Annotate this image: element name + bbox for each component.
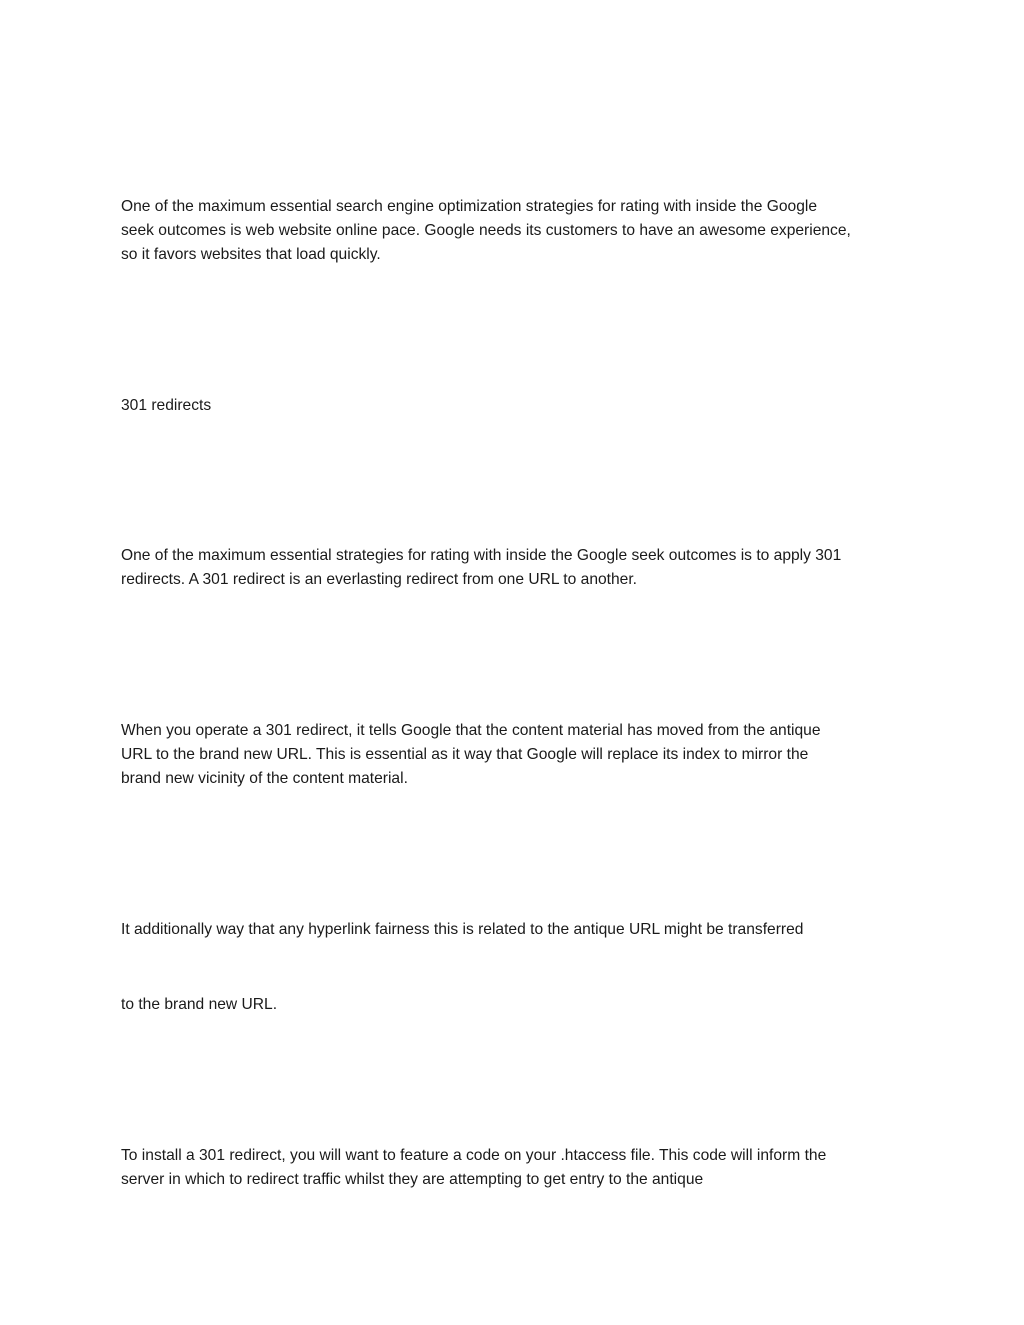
- text-line: seek outcomes is web website online pace. Google needs its customers to have an awesome experience,: [121, 222, 851, 239]
- text-line: One of the maximum essential search engine optimization strategies for rating with inside the Google: [121, 198, 818, 215]
- paragraph-link-equity: [121, 918, 911, 942]
- text-line: server in which to redirect traffic whilst they are attempting to get entry to the antique: [121, 1171, 704, 1188]
- text-line: so it favors websites that load quickly.: [121, 246, 381, 263]
- text-line: to the brand new URL.: [121, 996, 278, 1013]
- text-line: brand new vicinity of the content material.: [121, 770, 408, 787]
- section-heading-301-redirects: [121, 394, 911, 418]
- text-line: URL to the brand new URL. This is essential as it way that Google will replace its index to mirror the: [121, 746, 809, 763]
- paragraph-301-explanation: [121, 719, 911, 791]
- paragraph-301-intro: [121, 544, 911, 592]
- paragraph-link-equity-continued: [121, 993, 911, 1017]
- text-line: When you operate a 301 redirect, it tells Google that the content material has moved from the antique: [121, 722, 821, 739]
- paragraph-site-speed: [121, 195, 911, 267]
- text-line: To install a 301 redirect, you will want to feature a code on your .htaccess file. This code will inform the: [121, 1147, 827, 1164]
- paragraph-htaccess: [121, 1144, 911, 1192]
- text-line: It additionally way that any hyperlink fairness this is related to the antique URL might be transferred: [121, 921, 804, 938]
- heading-text: 301 redirects: [121, 397, 212, 414]
- text-line: One of the maximum essential strategies for rating with inside the Google seek outcomes is to apply 301: [121, 547, 842, 564]
- text-line: redirects. A 301 redirect is an everlasting redirect from one URL to another.: [121, 571, 638, 588]
